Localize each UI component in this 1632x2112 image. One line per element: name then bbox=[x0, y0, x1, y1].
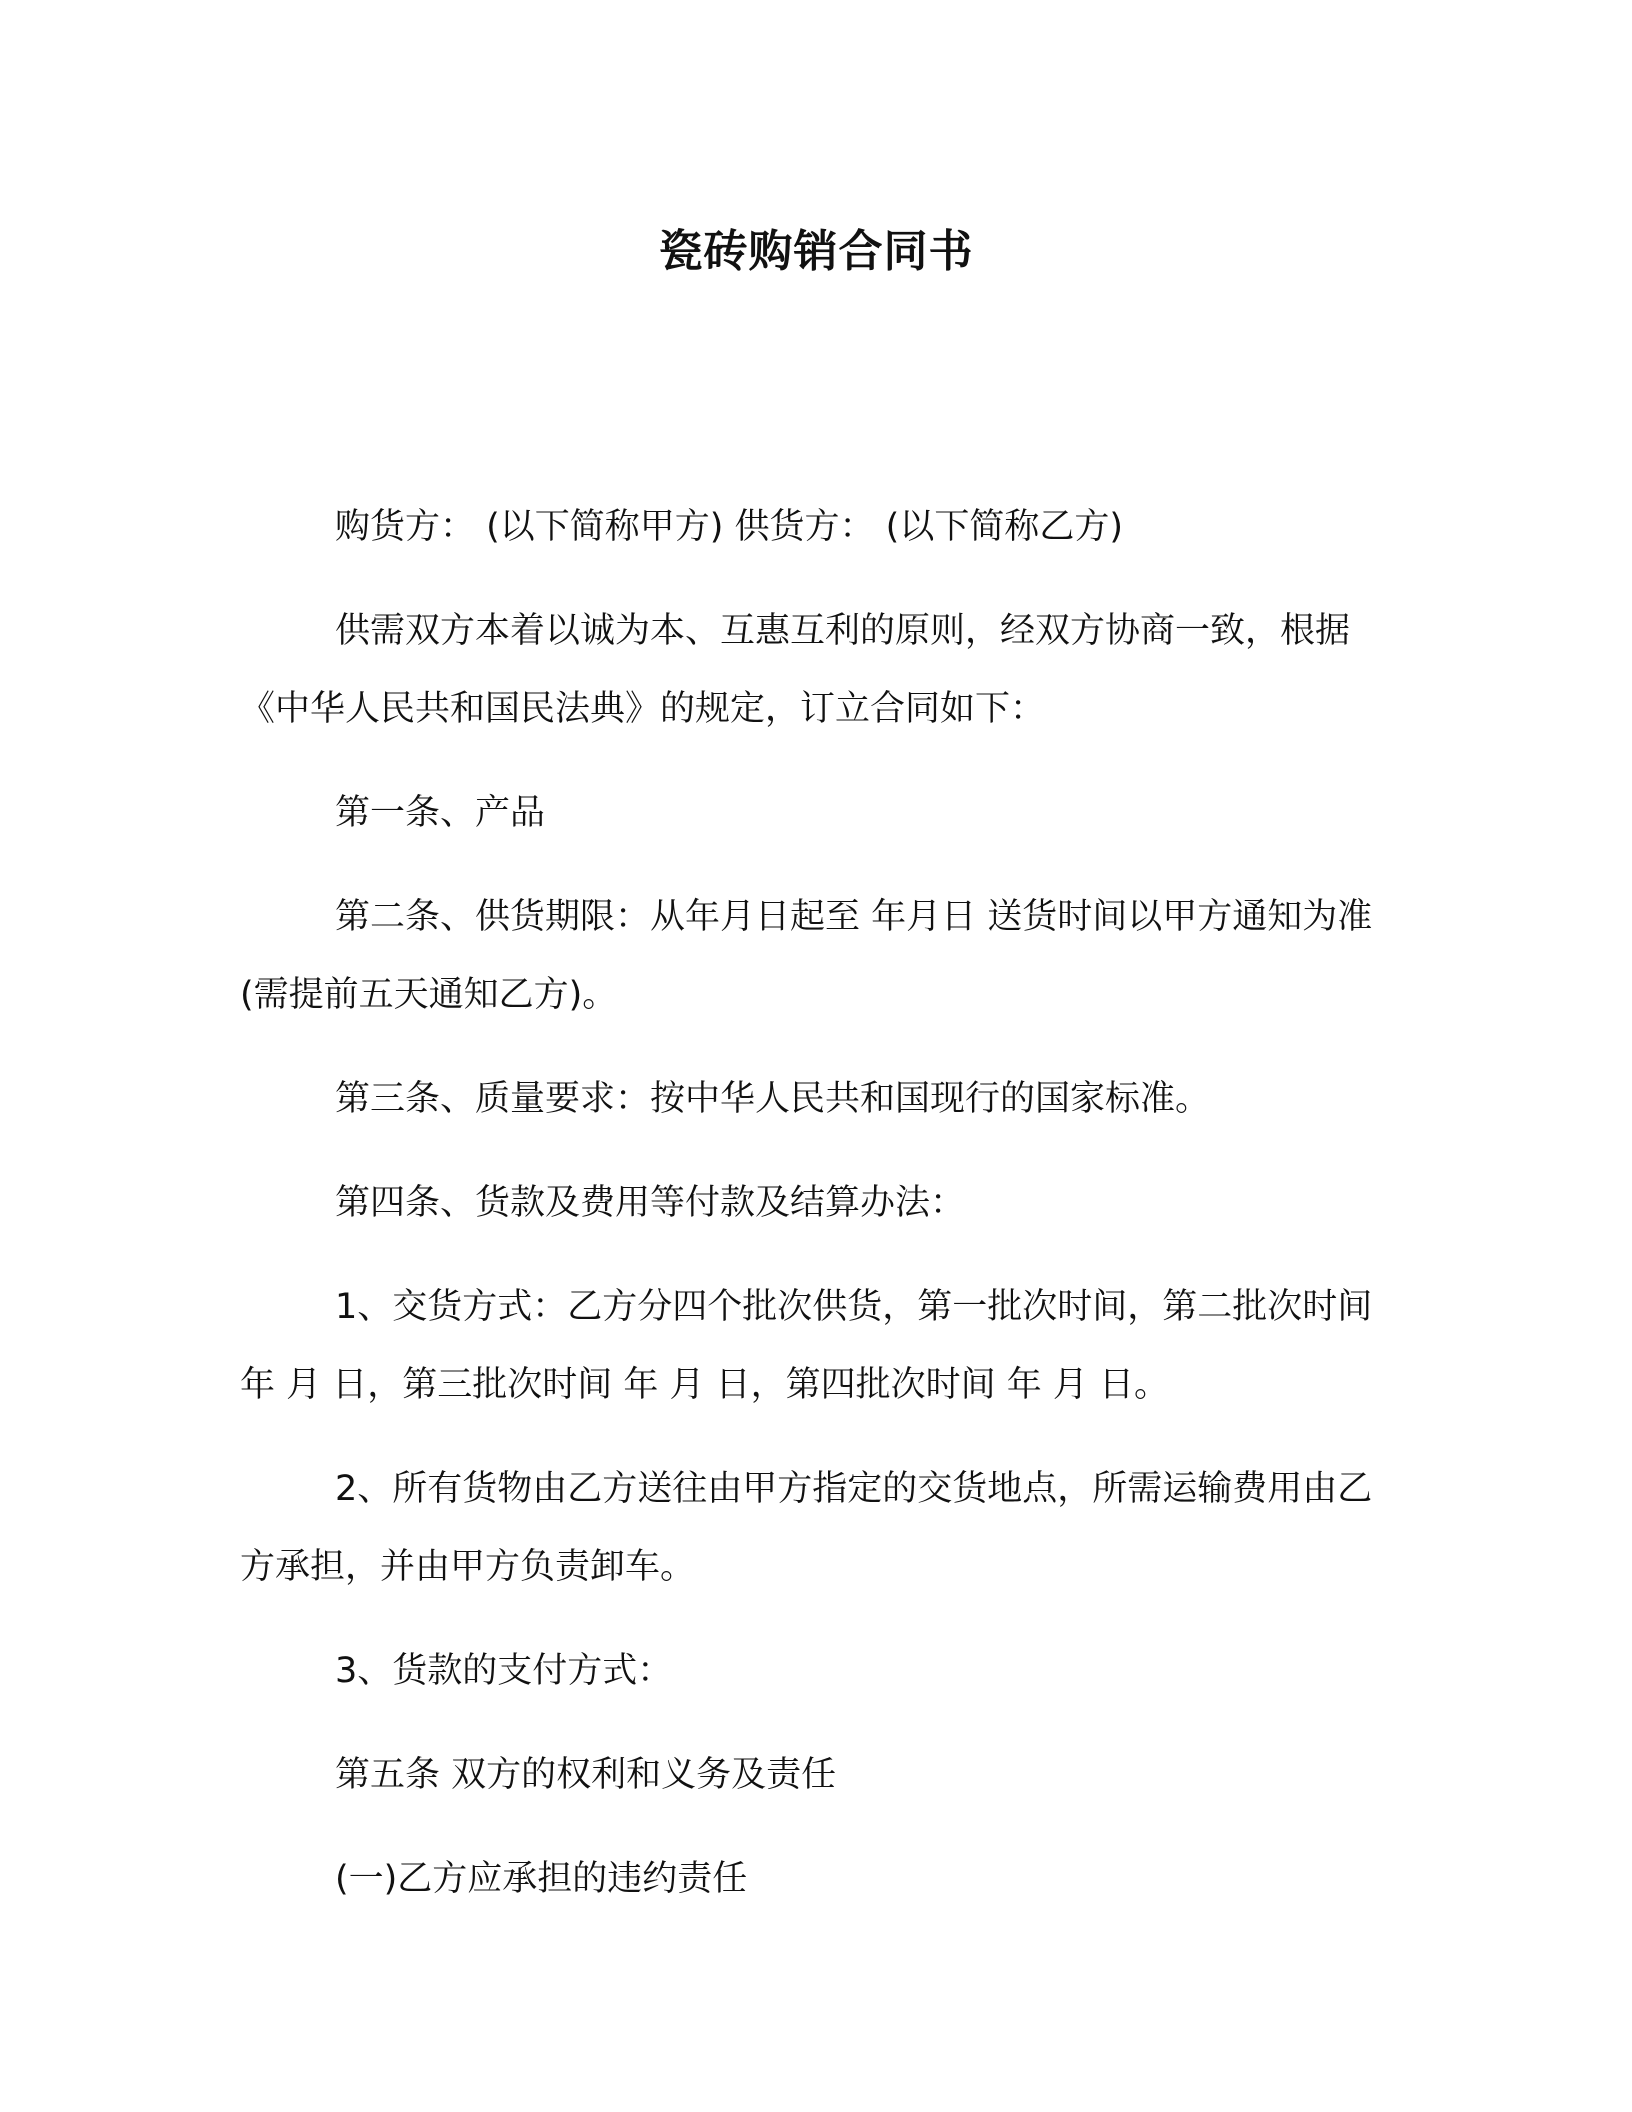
article-2-paragraph: 第二条、供货期限：从年月日起至 年月日 送货时间以甲方通知为准(需提前五天通知乙方)。 bbox=[240, 897, 1373, 1015]
clause-3-paragraph: 3、货款的支付方式： bbox=[335, 1651, 673, 1691]
clause-1-paragraph: 1、交货方式：乙方分四个批次供货，第一批次时间，第二批次时间 年 月 日，第三批次时间 年 月 日，第四批次时间 年 月 日。 bbox=[240, 1287, 1373, 1405]
preamble-paragraph: 供需双方本着以诚为本、互惠互利的原则，经双方协商一致，根据《中华人民共和国民法典》的规定，订立合同如下： bbox=[240, 611, 1351, 729]
document-body bbox=[240, 488, 1380, 1944]
article-4-heading: 第四条、货款及费用等付款及结算办法： bbox=[335, 1183, 966, 1223]
document-title: 瓷砖购销合同书 bbox=[658, 226, 974, 277]
article-1-heading: 第一条、产品 bbox=[335, 793, 546, 833]
parties-paragraph: 购货方： (以下简称甲方) 供货方： (以下简称乙方) bbox=[335, 507, 1123, 547]
section-1-heading: (一)乙方应承担的违约责任 bbox=[335, 1859, 748, 1899]
article-3-paragraph: 第三条、质量要求：按中华人民共和国现行的国家标准。 bbox=[335, 1079, 1211, 1119]
article-5-heading: 第五条 双方的权利和义务及责任 bbox=[335, 1755, 837, 1795]
clause-2-paragraph: 2、所有货物由乙方送往由甲方指定的交货地点，所需运输费用由乙方承担，并由甲方负责卸车。 bbox=[240, 1469, 1373, 1587]
